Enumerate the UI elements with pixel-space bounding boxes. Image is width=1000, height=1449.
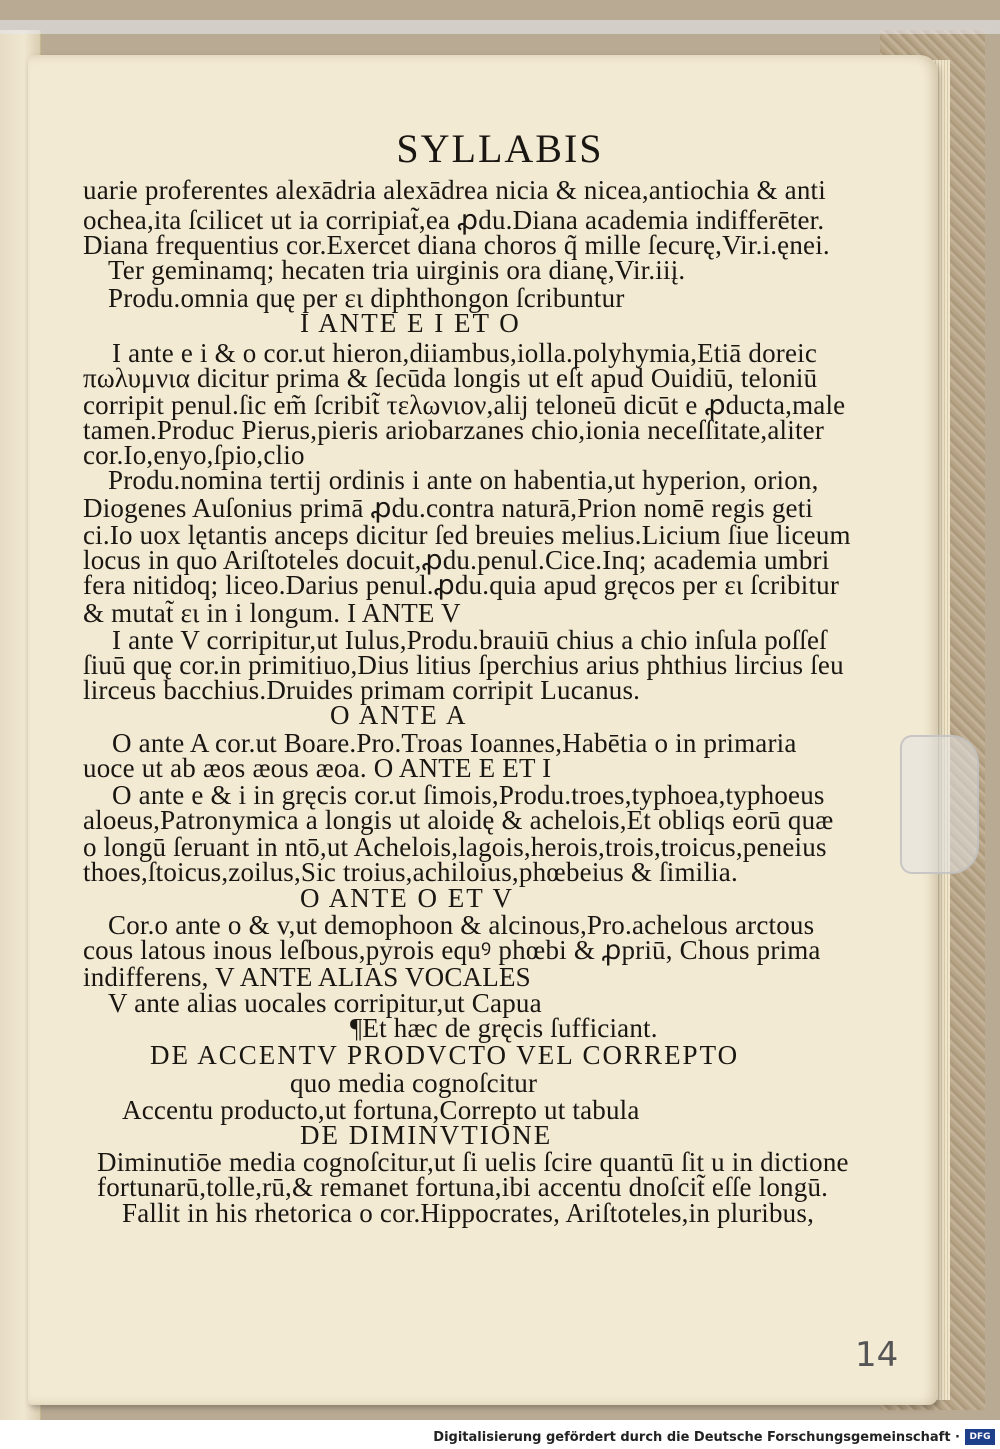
text-line: o longū ſeruant in ntō,ut Achelois,lagois,herois,trois,troicus,peneius xyxy=(83,832,827,862)
text-line: thoes,ſtoicus,zoilus,Sic troius,achiloius,phœbeius & ſimilia. xyxy=(83,857,738,887)
text-line: Diana frequentius cor.Exercet diana choros q̃ mille ſecurę,Vir.i.ęnei. xyxy=(83,230,830,260)
text-line: cor.Io,enyo,ſpio,clio xyxy=(83,440,305,470)
text-line: aloeus,Patronymica a longis ut aloidę & achelois,Et obliqs eorū quæ xyxy=(83,805,834,835)
text-line: corripit penul.ſic em̃ ſcribit̃ τελωνιον,alij teloneū dicūt e ꝓducta,male xyxy=(83,390,846,420)
text-line: ¶Et hæc de gręcis ſufficiant. xyxy=(350,1013,658,1043)
text-line: uarie proferentes alexādria alexādrea nicia & nicea,antiochia & anti xyxy=(83,175,826,205)
text-line: I ante e i & o cor.ut hieron,diiambus,iolla.polyhymia,Etiā doreic xyxy=(112,338,818,368)
text-line: & mutat̃ ει in i longum. I ANTE V xyxy=(83,598,461,628)
tape-strip xyxy=(0,20,1000,34)
text-line: fortunarū,tolle,rū,& remanet fortuna,ibi accentu dnoſcit̃ eſſe longū. xyxy=(97,1172,829,1202)
text-line: Diminutiōe media cognoſcitur,ut ſi uelis ſcire quantū ſit u in dictione xyxy=(97,1147,849,1177)
text-line: Accentu producto,ut fortuna,Correpto ut tabula xyxy=(122,1095,640,1125)
text-line: O ante e & i in gręcis cor.ut ſimois,Produ.troes,typhoea,typhoeus xyxy=(112,780,825,810)
text-line: O ante A cor.ut Boare.Pro.Troas Ioannes,Habētia o in primaria xyxy=(112,728,797,758)
text-line: quo media cognoſcitur xyxy=(290,1068,538,1098)
text-line: I ante V corripitur,ut Iulus,Produ.brauiū chius a chio inſula poſſeſ xyxy=(112,625,827,655)
running-head: SYLLABIS xyxy=(396,126,604,171)
text-line: lirceus bacchius.Druides primam corripit Lucanus. xyxy=(83,675,641,705)
text-line: uoce ut ab æos æous æoa. O ANTE E ET I xyxy=(83,753,552,783)
text-line: fera nitidoq; liceo.Darius penul.ꝓdu.quia apud gręcos per ει ſcribitur xyxy=(83,570,840,600)
section-heading: DE ACCENTV PRODVCTO VEL CORREPTO xyxy=(150,1040,740,1070)
text-line: ci.Io uox lętantis anceps dicitur ſed breuies melius.Licium ſiue liceum xyxy=(83,520,851,550)
section-heading: DE DIMINVTIONE xyxy=(300,1120,553,1150)
text-line: Fallit in his rhetorica o cor.Hippocrates, Ariſtoteles,in pluribus, xyxy=(122,1198,815,1228)
page-tab xyxy=(900,735,979,874)
text-line: cous latous inous leſbous,pyrois equꝰ phœbi & ꝓpriū, Chous prima xyxy=(83,935,821,965)
funding-credit: Digitalisierung gefördert durch die Deutsche Forschungsgemeinschaft · xyxy=(433,1430,960,1445)
text-line: Produ.nomina tertij ordinis i ante on habentia,ut hyperion, orion, xyxy=(108,465,819,495)
text-line: Ter geminamq; hecaten tria uirginis ora dianę,Vir.iiį. xyxy=(108,255,686,285)
text-line: ochea,ita ſcilicet ut ia corripiat̃,ea ꝓdu.Diana academia indifferēter. xyxy=(83,205,825,235)
folio-number: 14 xyxy=(855,1335,899,1375)
text-line: indifferens, V ANTE ALIAS VOCALES xyxy=(83,962,531,992)
dfg-logo: DFG xyxy=(965,1429,995,1445)
text-line: V ante alias uocales corripitur,ut Capua xyxy=(108,988,542,1018)
section-heading: O ANTE O ET V xyxy=(300,883,514,913)
text-line: Cor.o ante o & v,ut demophoon & alcinous,Pro.achelous arctous xyxy=(108,910,815,940)
text-line: πωλυμνια dicitur prima & ſecūda longis ut eſt apud Ouidiū, teloniū xyxy=(83,363,818,393)
text-line: locus in quo Ariſtoteles docuit,ꝓdu.penul.Cice.Inq; academia umbri xyxy=(83,545,830,575)
text-line: ſiuū quę cor.in primitiuo,Dius litius ſperchius arius phthius lircius ſeu xyxy=(83,650,844,680)
text-line: tamen.Produc Pierus,pieris ariobarzanes chio,ionia neceſſitate,aliter xyxy=(83,415,825,445)
section-heading: O ANTE A xyxy=(330,700,468,730)
section-heading: I ANTE E I ET O xyxy=(300,308,521,338)
text-line: Produ.omnia quę per ει diphthongon ſcribuntur xyxy=(108,283,625,313)
text-line: Diogenes Auſonius primā ꝓdu.contra naturā,Prion nomē regis geti xyxy=(83,493,814,523)
